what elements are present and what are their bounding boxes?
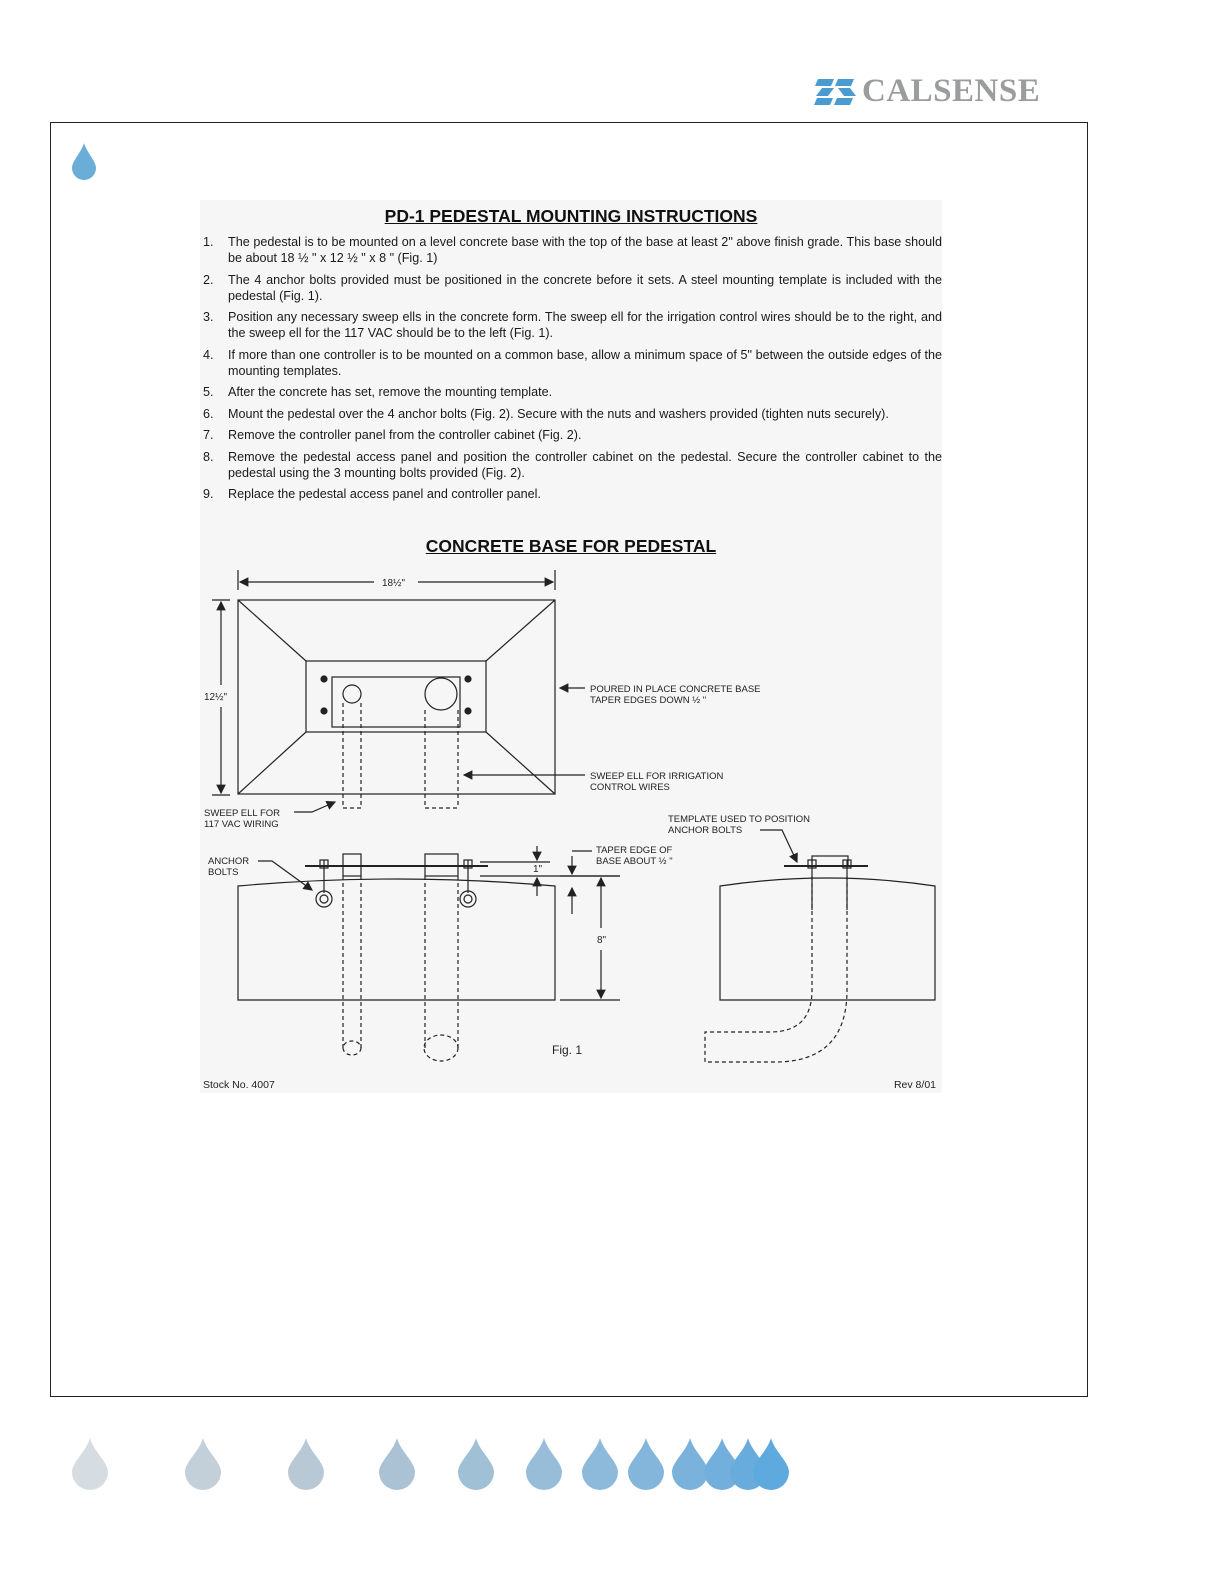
list-item: 5. After the concrete has set, remove the mounting template. [203, 385, 553, 399]
water-drop-icon [526, 1438, 562, 1490]
label-taper-edges: TAPER EDGES DOWN ½ " [590, 695, 707, 706]
water-drop-icon [730, 1438, 766, 1490]
water-drop-icon [753, 1438, 789, 1490]
instruction-sheet [200, 200, 942, 1093]
label-taper-edge: TAPER EDGE OF [596, 845, 673, 856]
water-drop-icon [582, 1438, 618, 1490]
list-item: 7. Remove the controller panel from the controller cabinet (Fig. 2). [203, 428, 582, 442]
list-item: 2. The 4 anchor bolts provided must be positioned in the concrete before it sets. A steel mounting template is included with the pedestal (Fig. 1). [203, 272, 942, 303]
water-drop-icon [672, 1438, 708, 1490]
page-title: PD-1 PEDESTAL MOUNTING INSTRUCTIONS [384, 206, 758, 226]
brand-name: CALSENSE [862, 73, 1041, 109]
water-drop-icon [704, 1438, 740, 1490]
list-item: 9. Replace the pedestal access panel and controller panel. [203, 487, 541, 501]
water-drop-icon [70, 142, 98, 180]
instruction-steps [200, 234, 942, 508]
label-sweep-vac: SWEEP ELL FOR [204, 808, 281, 819]
dim-8in-label: 8" [597, 935, 607, 946]
figure-title: CONCRETE BASE FOR PEDESTAL [425, 536, 717, 556]
list-item: 3. Position any necessary sweep ells in the concrete form. The sweep ell for the irrigation control wires should be to the right, and the sweep ell for the 117 VAC should be to the left (Fig. 1). [203, 310, 942, 340]
water-drop-icon [185, 1438, 221, 1490]
list-item: 6. Mount the pedestal over the 4 anchor bolts (Fig. 2). Secure with the nuts and washers provided (tighten nuts securely). [203, 406, 889, 421]
label-poured-base: POURED IN PLACE CONCRETE BASE [590, 684, 761, 695]
label-vac-wiring: 117 VAC WIRING [204, 819, 279, 830]
list-item: 4. If more than one controller is to be mounted on a common base, allow a minimum space of 5" between the outside edges of the mounting templates. [203, 347, 942, 378]
stock-number: Stock No. 4007 [203, 1079, 275, 1091]
dim-height-label: 12½" [204, 692, 228, 703]
dim-width-label: 18½" [382, 578, 406, 589]
label-bolts: BOLTS [208, 867, 239, 878]
water-drop-icon [379, 1438, 415, 1490]
dim-1in-label: 1" [533, 864, 543, 875]
label-sweep-irrigation: SWEEP ELL FOR IRRIGATION [590, 771, 724, 782]
concrete-base-diagram [200, 560, 942, 1075]
figure-caption: Fig. 1 [552, 1043, 583, 1057]
calsense-logo-mark [814, 77, 858, 107]
calsense-logo [814, 72, 1046, 110]
label-taper-about: BASE ABOUT ½ " [596, 856, 673, 867]
water-drop-icon [628, 1438, 664, 1490]
water-drop-icon [288, 1438, 324, 1490]
water-drop-icon [458, 1438, 494, 1490]
label-control-wires: CONTROL WIRES [590, 782, 670, 793]
label-template: TEMPLATE USED TO POSITION [668, 814, 810, 825]
label-template-bolts: ANCHOR BOLTS [668, 825, 743, 836]
list-item: 1. The pedestal is to be mounted on a level concrete base with the top of the base at least 2" above finish grade. This base should be about 18 ½ " x 12 ½ " x 8 " (Fig. 1) [203, 235, 942, 265]
list-item: 8. Remove the pedestal access panel and position the controller cabinet on the pedestal. Secure the controller cabinet to the pedestal using the 3 mounting bolts provided (Fig. 2). [203, 449, 942, 480]
water-drop-icon [72, 1438, 108, 1490]
revision-date: Rev 8/01 [893, 1079, 936, 1091]
label-anchor: ANCHOR [208, 856, 250, 867]
